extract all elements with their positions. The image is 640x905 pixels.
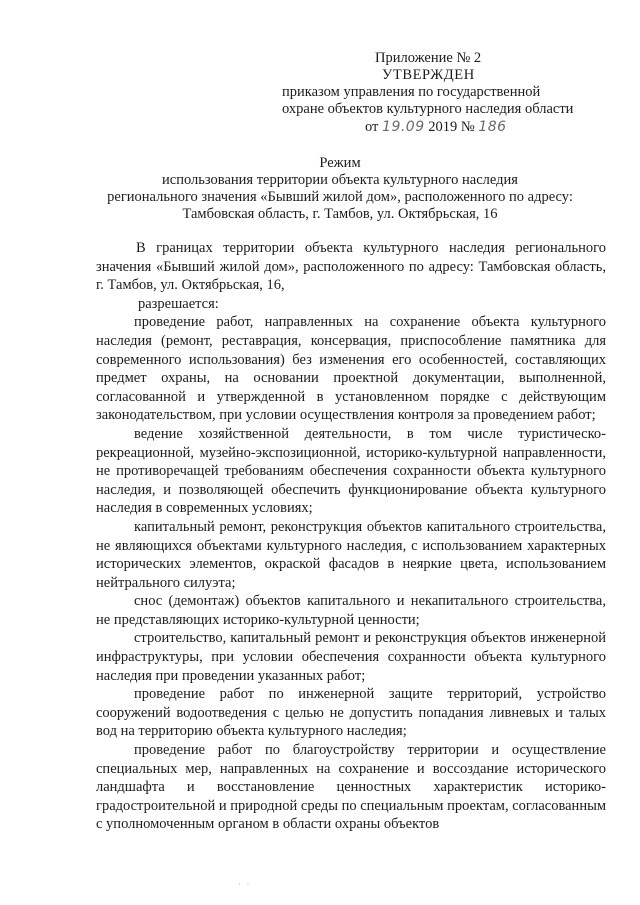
- order-year: 2019: [428, 119, 458, 135]
- order-line-2: охране объектов культурного наследия области: [282, 101, 574, 117]
- document-body: [96, 239, 606, 834]
- list-item: ведение хозяйственной деятельности, в том числе туристическо-рекреационной, музейно-экспозиционной, историко-культурной направленности, не противоречащей требованиям обеспечения сохранности объекта культурного наследия, и позволяющей обеспечить функционирование объекта культурного наследия в современных условиях;: [96, 425, 606, 517]
- order-date-line: [365, 119, 507, 136]
- title-line-1: Режим: [319, 155, 361, 171]
- title-line-2: использования территории объекта культурного наследия: [162, 172, 518, 188]
- list-item: строительство, капитальный ремонт и реконструкция объектов инженерной инфраструктуры, при условии обеспечения сохранности объекта культурного наследия при проведении указанных работ;: [96, 630, 606, 684]
- list-item: капитальный ремонт, реконструкция объектов капитального строительства, не являющихся объектами культурного наследия, с использованием характерных исторических элементов, окраской фасадов в неяркие цвета, использованием нейтрального силуэта;: [96, 518, 606, 591]
- list-item: проведение работ по инженерной защите территорий, устройство сооружений водоотведения с целью не допустить попадания ливневых и талых вод на территорию объекта культурного наследия;: [96, 686, 606, 740]
- approved-label: УТВЕРЖДЕН: [382, 67, 475, 83]
- number-sign: №: [460, 119, 475, 135]
- list-item: проведение работ по благоустройству территории и осуществление специальных мер, направленных на сохранение и воссоздание исторического ландшафта и восстановление ценностных характеристик историко-градостроительной и природной среды по специальным проектам, согласованным с уполномоченным органом в области охраны объектов: [96, 742, 606, 833]
- handwritten-date: 19.09: [382, 119, 425, 135]
- intro-paragraph: В границах территории объекта культурного наследия регионального значения «Бывший жилой дом», расположенного по адресу: Тамбовская область, г. Тамбов, ул. Октябрьская, 16,: [96, 240, 606, 294]
- order-line-1: приказом управления по государственной: [282, 84, 541, 100]
- scan-marks: · ·: [238, 880, 250, 889]
- title-line-3: регионального значения «Бывший жилой дом», расположенного по адресу:: [107, 189, 573, 205]
- document-title: [0, 155, 640, 223]
- list-item: проведение работ, направленных на сохранение объекта культурного наследия (ремонт, реставрация, консервация, приспособление памятника для современного использования) без изменения его особенностей, составляющих предмет охраны, на основании проектной документации, выполненной, согласованной и утвержденной в установленном порядке с действующим законодательством, при условии осуществления контроля за проведением работ;: [96, 314, 606, 424]
- appendix-number: Приложение № 2: [375, 50, 482, 66]
- title-line-4: Тамбовская область, г. Тамбов, ул. Октябрьская, 16: [182, 206, 498, 222]
- date-prefix: от: [365, 119, 379, 135]
- handwritten-number: 186: [478, 119, 507, 135]
- list-item: снос (демонтаж) объектов капитального и некапитального строительства, не представляющих историко-культурной ценности;: [96, 593, 606, 628]
- allowed-label: разрешается:: [138, 295, 219, 312]
